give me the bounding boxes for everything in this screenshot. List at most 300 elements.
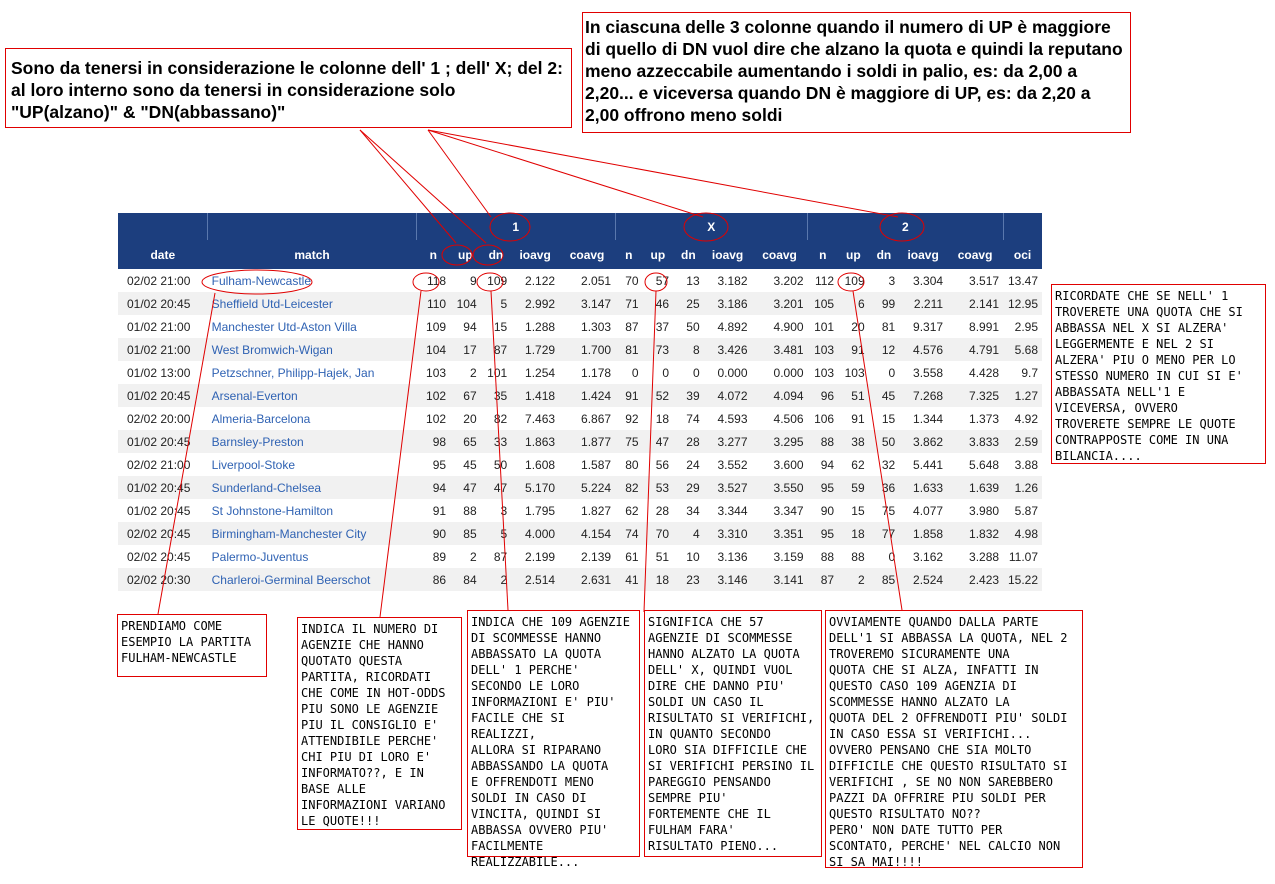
table-cell-coavg: 4.506 (773, 411, 804, 426)
table-cell-n: 0 (631, 365, 639, 380)
table-cell-dn: 75 (881, 503, 896, 518)
table-row (118, 545, 1042, 568)
table-cell-up: 0 (662, 365, 670, 380)
group-2-header: 2 (808, 213, 1004, 240)
table-cell-coavg: 4.791 (947, 338, 1003, 361)
match-date: 01/02 13:00 (127, 365, 191, 380)
col-header[interactable]: ioavg (704, 240, 752, 269)
table-cell-up: 62 (851, 457, 865, 472)
table-cell-dn: 15 (881, 411, 896, 426)
table-row (118, 499, 1042, 522)
table-cell-ioavg: 4.576 (899, 338, 947, 361)
odds-table (118, 213, 1042, 591)
match-date: 02/02 21:00 (127, 273, 191, 288)
table-cell-up: 88 (851, 549, 865, 564)
table-cell-ioavg: 4.892 (717, 319, 748, 334)
table-cell-up: 109 (844, 273, 865, 288)
table-cell-up: 46 (643, 292, 674, 315)
table-cell-coavg: 1.178 (581, 365, 612, 380)
table-cell-ioavg: 1.344 (913, 411, 944, 426)
table-cell-ioavg: 3.552 (717, 457, 748, 472)
note-balance: RICORDATE CHE SE NELL' 1 TROVERETE UNA QUOTA CHE SI ABBASSA NEL X SI ALZERA' LEGGERMENTE E NEL 2 SI ALZERA' PIU O MENO PER LO STESSO NUMERO IN CUI SI E' ABBASSATA NELL'1 E VICEVERSA, OVVERO TROVERETE SEMPRE LE QUOTE CONTRAPPOSTE COME IN UNA BILANCIA.... (1051, 284, 1266, 464)
col-header[interactable]: up (838, 240, 869, 269)
table-cell-dn: 29 (673, 476, 704, 499)
table-cell-ioavg: 3.304 (913, 273, 944, 288)
table-cell-n: 105 (808, 292, 839, 315)
match-link[interactable]: Birmingham-Manchester City (208, 522, 417, 545)
pointer-line (428, 130, 898, 217)
table-cell-ioavg: 3.186 (704, 292, 752, 315)
table-cell-dn: 0 (888, 549, 896, 564)
col-header[interactable]: up (450, 240, 481, 269)
table-cell-oci: 3.88 (1014, 457, 1038, 472)
col-header[interactable]: dn (481, 240, 512, 269)
table-cell-ioavg: 4.000 (511, 522, 559, 545)
match-date: 02/02 20:45 (127, 549, 191, 564)
table-cell-n: 81 (615, 338, 643, 361)
table-cell-n: 96 (808, 384, 839, 407)
table-cell-dn: 28 (673, 430, 704, 453)
table-row (118, 522, 1042, 545)
table-cell-n: 103 (814, 365, 835, 380)
table-cell-ioavg: 7.268 (899, 384, 947, 407)
match-date: 01/02 20:45 (118, 476, 208, 499)
table-cell-up: 17 (450, 338, 481, 361)
table-cell-ioavg: 3.527 (704, 476, 752, 499)
match-link[interactable]: Sheffield Utd-Leicester (208, 292, 417, 315)
table-cell-n: 98 (416, 430, 450, 453)
table-cell-dn: 23 (673, 568, 704, 591)
col-header[interactable]: n (808, 240, 839, 269)
table-cell-oci: 2.95 (1014, 319, 1038, 334)
table-cell-oci: 1.26 (1003, 476, 1042, 499)
table-cell-coavg: 1.827 (581, 503, 612, 518)
table-cell-up: 38 (838, 430, 869, 453)
table-row (118, 407, 1042, 430)
table-cell-up: 88 (463, 503, 477, 518)
table-cell-n: 94 (820, 457, 835, 472)
table-row (118, 315, 1042, 338)
table-cell-dn: 5 (481, 292, 512, 315)
table-cell-oci: 5.68 (1003, 338, 1042, 361)
table-cell-coavg: 2.051 (581, 273, 612, 288)
table-cell-n: 61 (625, 549, 639, 564)
table-cell-coavg: 3.159 (773, 549, 804, 564)
pointer-line (428, 130, 491, 217)
table-cell-up: 91 (838, 338, 869, 361)
table-cell-coavg: 5.648 (969, 457, 1000, 472)
table-cell-coavg: 6.867 (581, 411, 612, 426)
table-cell-coavg: 3.288 (969, 549, 1000, 564)
table-cell-ioavg: 3.310 (704, 522, 752, 545)
col-header[interactable]: date (118, 240, 208, 269)
table-cell-ioavg: 3.344 (717, 503, 748, 518)
table-cell-ioavg: 3.146 (704, 568, 752, 591)
table-cell-oci: 4.98 (1003, 522, 1042, 545)
table-cell-coavg: 4.900 (773, 319, 804, 334)
table-cell-dn: 33 (481, 430, 512, 453)
column-header-row (118, 240, 1042, 269)
table-cell-n: 95 (808, 476, 839, 499)
table-cell-up: 15 (851, 503, 865, 518)
table-cell-up: 2 (838, 568, 869, 591)
table-row (118, 568, 1042, 591)
table-cell-coavg: 3.202 (773, 273, 804, 288)
table-cell-coavg: 2.139 (581, 549, 612, 564)
table-cell-dn: 85 (869, 568, 900, 591)
table-cell-ioavg: 5.441 (913, 457, 944, 472)
table-cell-n: 91 (432, 503, 447, 518)
table-cell-up: 51 (655, 549, 670, 564)
table-cell-coavg: 2.423 (947, 568, 1003, 591)
table-cell-n: 95 (432, 457, 447, 472)
table-row (118, 384, 1042, 407)
table-cell-coavg: 3.550 (752, 476, 808, 499)
table-cell-up: 18 (838, 522, 869, 545)
odds-table-body (118, 269, 1042, 591)
table-cell-oci: 15.22 (1003, 568, 1042, 591)
table-cell-ioavg: 4.593 (717, 411, 748, 426)
table-cell-dn: 4 (673, 522, 704, 545)
table-cell-coavg: 3.141 (752, 568, 808, 591)
col-header[interactable]: n (615, 240, 643, 269)
table-cell-ioavg: 1.633 (899, 476, 947, 499)
table-cell-coavg: 8.991 (969, 319, 1000, 334)
table-cell-n: 82 (615, 476, 643, 499)
table-cell-oci: 13.47 (1007, 273, 1038, 288)
table-cell-ioavg: 3.558 (913, 365, 944, 380)
table-cell-ioavg: 1.254 (525, 365, 556, 380)
table-cell-up: 2 (469, 365, 477, 380)
match-link[interactable]: Fulham-Newcastle (211, 273, 312, 288)
table-cell-ioavg: 0.000 (717, 365, 748, 380)
table-cell-n: 70 (625, 273, 639, 288)
group-header-row (118, 213, 1042, 240)
table-cell-ioavg: 3.426 (704, 338, 752, 361)
table-cell-coavg: 3.147 (559, 292, 615, 315)
table-cell-up: 2 (469, 549, 477, 564)
table-cell-n: 80 (625, 457, 639, 472)
table-cell-up: 59 (838, 476, 869, 499)
table-cell-ioavg: 2.199 (525, 549, 556, 564)
table-cell-up: 85 (450, 522, 481, 545)
table-cell-n: 71 (615, 292, 643, 315)
table-cell-up: 28 (655, 503, 670, 518)
table-cell-coavg: 3.347 (773, 503, 804, 518)
callout-columns-note: Sono da tenersi in considerazione le colonne dell' 1 ; dell' X; del 2: al loro interno sono da tenersi in considerazione solo "UP(alzano)" & "DN(abbassano)" (5, 48, 572, 128)
table-cell-dn: 0 (888, 365, 896, 380)
table-cell-n: 101 (814, 319, 835, 334)
header-blank (118, 213, 208, 240)
table-cell-coavg: 4.428 (969, 365, 1000, 380)
group-1-header: 1 (416, 213, 615, 240)
table-cell-n: 88 (808, 430, 839, 453)
col-header[interactable]: oci (1003, 240, 1042, 269)
table-cell-dn: 82 (493, 411, 508, 426)
table-cell-dn: 47 (481, 476, 512, 499)
table-row (118, 453, 1042, 476)
table-row (118, 269, 1042, 292)
col-header[interactable]: match (208, 240, 417, 269)
table-cell-dn: 0 (692, 365, 700, 380)
table-cell-ioavg: 2.211 (899, 292, 947, 315)
table-cell-n: 104 (416, 338, 450, 361)
table-cell-up: 67 (450, 384, 481, 407)
match-link[interactable]: West Bromwich-Wigan (208, 338, 417, 361)
table-cell-coavg: 2.141 (947, 292, 1003, 315)
note-dn-109: INDICA CHE 109 AGENZIE DI SCOMMESSE HANNO ABBASSATO LA QUOTA DELL' 1 PERCHE' SECONDO LE LORO INFORMAZIONI E' PIU' FACILE CHE SI REALIZZI, ALLORA SI RIPARANO ABBASSANDO LA QUOTA E OFFRENDOTI MENO SOLDI IN CASO DI VINCITA, QUINDI SI ABBASSA OVVERO PIU' FACILMENTE REALIZZABILE... (467, 610, 640, 857)
table-cell-coavg: 1.303 (581, 319, 612, 334)
table-cell-up: 51 (838, 384, 869, 407)
table-cell-n: 103 (808, 338, 839, 361)
table-cell-n: 94 (416, 476, 450, 499)
table-cell-n: 75 (615, 430, 643, 453)
table-cell-dn: 25 (673, 292, 704, 315)
table-cell-up: 73 (643, 338, 674, 361)
table-cell-up: 9 (469, 273, 477, 288)
table-cell-coavg: 7.325 (947, 384, 1003, 407)
match-date: 01/02 20:45 (118, 430, 208, 453)
table-cell-coavg: 0.000 (773, 365, 804, 380)
table-cell-ioavg: 3.162 (913, 549, 944, 564)
table-cell-oci: 1.27 (1003, 384, 1042, 407)
table-cell-coavg: 5.224 (559, 476, 615, 499)
table-cell-dn: 50 (493, 457, 508, 472)
match-date: 01/02 20:45 (127, 503, 191, 518)
table-cell-n: 92 (625, 411, 639, 426)
table-row (118, 476, 1042, 499)
table-cell-dn: 81 (881, 319, 896, 334)
table-cell-n: 62 (625, 503, 639, 518)
table-cell-ioavg: 9.317 (913, 319, 944, 334)
table-cell-up: 70 (643, 522, 674, 545)
table-cell-up: 6 (838, 292, 869, 315)
table-cell-ioavg: 1.608 (525, 457, 556, 472)
table-cell-dn: 12 (869, 338, 900, 361)
table-cell-dn: 5 (481, 522, 512, 545)
table-cell-dn: 77 (869, 522, 900, 545)
match-link[interactable]: Liverpool-Stoke (211, 457, 296, 472)
match-date: 01/02 21:00 (127, 319, 191, 334)
table-cell-n: 102 (416, 384, 450, 407)
table-cell-n: 118 (426, 273, 447, 288)
table-cell-n: 86 (416, 568, 450, 591)
table-cell-dn: 50 (869, 430, 900, 453)
table-cell-dn: 74 (686, 411, 700, 426)
col-header[interactable]: coavg (947, 240, 1003, 269)
table-cell-coavg: 3.481 (752, 338, 808, 361)
match-link[interactable]: Manchester Utd-Aston Villa (211, 319, 357, 334)
col-header[interactable]: ioavg (511, 240, 559, 269)
table-cell-coavg: 1.700 (559, 338, 615, 361)
table-cell-up: 56 (655, 457, 670, 472)
match-date: 02/02 20:00 (127, 411, 191, 426)
table-cell-n: 88 (820, 549, 835, 564)
table-cell-dn: 45 (869, 384, 900, 407)
match-link[interactable]: Barnsley-Preston (208, 430, 417, 453)
table-cell-up: 47 (643, 430, 674, 453)
table-cell-coavg: 3.600 (773, 457, 804, 472)
table-cell-n: 87 (625, 319, 639, 334)
table-cell-ioavg: 3.136 (717, 549, 748, 564)
table-cell-ioavg: 4.077 (913, 503, 944, 518)
table-cell-coavg: 3.517 (969, 273, 1000, 288)
table-cell-n: 91 (615, 384, 643, 407)
table-cell-coavg: 1.373 (969, 411, 1000, 426)
table-cell-dn: 34 (686, 503, 700, 518)
col-header[interactable]: dn (869, 240, 900, 269)
match-link[interactable]: Almeria-Barcelona (211, 411, 311, 426)
table-cell-n: 102 (426, 411, 447, 426)
table-cell-dn: 39 (673, 384, 704, 407)
match-link[interactable]: Palermo-Juventus (211, 549, 309, 564)
table-cell-dn: 87 (493, 549, 508, 564)
match-date: 01/02 21:00 (118, 338, 208, 361)
table-cell-ioavg: 7.463 (525, 411, 556, 426)
table-cell-n: 90 (820, 503, 835, 518)
table-cell-dn: 8 (673, 338, 704, 361)
note-example-match: PRENDIAMO COME ESEMPIO LA PARTITA FULHAM-NEWCASTLE (117, 614, 267, 677)
col-header[interactable]: n (416, 240, 450, 269)
table-cell-coavg: 3.295 (752, 430, 808, 453)
table-cell-ioavg: 2.524 (899, 568, 947, 591)
table-cell-coavg: 1.832 (947, 522, 1003, 545)
table-cell-ioavg: 5.170 (511, 476, 559, 499)
match-link[interactable]: Petzschner, Philipp-Hajek, Jan (211, 365, 375, 380)
table-cell-coavg: 2.631 (559, 568, 615, 591)
table-cell-n: 106 (814, 411, 835, 426)
match-link[interactable]: Arsenal-Everton (208, 384, 417, 407)
table-cell-coavg: 1.639 (947, 476, 1003, 499)
col-header[interactable]: coavg (559, 240, 615, 269)
pointer-line (428, 130, 703, 217)
match-date: 01/02 20:45 (118, 384, 208, 407)
table-cell-up: 20 (851, 319, 865, 334)
table-cell-coavg: 4.094 (752, 384, 808, 407)
table-cell-ioavg: 4.072 (704, 384, 752, 407)
note-agencies-count: INDICA IL NUMERO DI AGENZIE CHE HANNO QUOTATO QUESTA PARTITA, RICORDATI CHE COME IN HOT-ODDS PIU SONO LE AGENZIE PIU IL CONSIGLIO E' ATTENDIBILE PERCHE' CHI PIU DI LORO E' INFORMATO??, E IN BASE ALLE INFORMAZIONI VARIANO LE QUOTE!!! (297, 617, 462, 830)
table-cell-dn: 24 (686, 457, 700, 472)
table-cell-n: 95 (808, 522, 839, 545)
table-cell-ioavg: 1.863 (511, 430, 559, 453)
table-cell-coavg: 1.424 (559, 384, 615, 407)
table-cell-dn: 10 (686, 549, 700, 564)
table-cell-n: 90 (416, 522, 450, 545)
match-link[interactable]: Sunderland-Chelsea (208, 476, 417, 499)
table-cell-ioavg: 2.514 (511, 568, 559, 591)
table-cell-dn: 2 (481, 568, 512, 591)
table-cell-up: 103 (844, 365, 865, 380)
table-cell-up: 91 (851, 411, 865, 426)
table-cell-ioavg: 1.418 (511, 384, 559, 407)
header-blank (1003, 213, 1042, 240)
table-cell-up: 47 (450, 476, 481, 499)
table-cell-n: 41 (615, 568, 643, 591)
col-header[interactable]: up (643, 240, 674, 269)
table-cell-up: 94 (463, 319, 477, 334)
table-cell-oci: 4.92 (1014, 411, 1038, 426)
col-header[interactable]: ioavg (899, 240, 947, 269)
table-cell-coavg: 1.587 (581, 457, 612, 472)
table-cell-coavg: 3.980 (969, 503, 1000, 518)
match-date: 02/02 20:45 (118, 522, 208, 545)
table-cell-ioavg: 3.182 (717, 273, 748, 288)
match-link[interactable]: Charleroi-Germinal Beerschot (208, 568, 417, 591)
table-cell-ioavg: 3.862 (899, 430, 947, 453)
table-row (118, 338, 1042, 361)
table-cell-dn: 15 (493, 319, 508, 334)
table-cell-up: 18 (655, 411, 670, 426)
table-cell-ioavg: 1.858 (899, 522, 947, 545)
match-date: 02/02 21:00 (127, 457, 191, 472)
table-cell-coavg: 3.833 (947, 430, 1003, 453)
table-cell-dn: 36 (869, 476, 900, 499)
table-cell-n: 110 (416, 292, 450, 315)
table-cell-n: 74 (615, 522, 643, 545)
table-cell-ioavg: 1.795 (525, 503, 556, 518)
table-cell-ioavg: 1.288 (525, 319, 556, 334)
group-x-header: X (615, 213, 807, 240)
table-cell-dn: 13 (686, 273, 700, 288)
table-cell-up: 53 (643, 476, 674, 499)
match-date: 02/02 20:30 (118, 568, 208, 591)
table-cell-up: 52 (643, 384, 674, 407)
table-row (118, 361, 1042, 384)
table-cell-dn: 3 (500, 503, 508, 518)
header-blank (208, 213, 417, 240)
table-cell-coavg: 1.877 (559, 430, 615, 453)
table-cell-n: 89 (432, 549, 447, 564)
table-cell-n: 109 (426, 319, 447, 334)
table-cell-n: 103 (426, 365, 447, 380)
table-cell-dn: 3 (888, 273, 896, 288)
table-cell-dn: 87 (481, 338, 512, 361)
note-up-57: SIGNIFICA CHE 57 AGENZIE DI SCOMMESSE HANNO ALZATO LA QUOTA DELL' X, QUINDI VUOL DIRE CHE DANNO PIU' SOLDI UN CASO IL RISULTATO SI VERIFICHI, IN QUANTO SECONDO LORO SIA DIFFICILE CHE SI VERIFICHI PERSINO IL PAREGGIO PENSANDO SEMPRE PIU' FORTEMENTE CHE IL FULHAM FARA' RISULTATO PIENO... (644, 610, 822, 857)
table-cell-ioavg: 1.729 (511, 338, 559, 361)
table-cell-up: 65 (450, 430, 481, 453)
table-cell-up: 37 (655, 319, 670, 334)
table-cell-up: 84 (450, 568, 481, 591)
table-cell-up: 57 (655, 273, 670, 288)
table-cell-ioavg: 3.277 (704, 430, 752, 453)
table-cell-oci: 2.59 (1003, 430, 1042, 453)
table-cell-coavg: 3.201 (752, 292, 808, 315)
table-row (118, 292, 1042, 315)
col-header[interactable]: coavg (752, 240, 808, 269)
callout-up-dn-note: In ciascuna delle 3 colonne quando il numero di UP è maggiore di quello di DN vuol dire che alzano la quota e quindi la reputano meno azzeccabile aumentando i soldi in palio, es: da 2,00 a 2,20... e viceversa quando DN è maggiore di UP, es: da 2,20 a 2,00 offrono meno soldi (582, 12, 1131, 133)
table-cell-oci: 11.07 (1008, 549, 1038, 564)
table-cell-dn: 99 (869, 292, 900, 315)
table-cell-dn: 32 (881, 457, 896, 472)
table-cell-n: 87 (808, 568, 839, 591)
table-cell-oci: 5.87 (1014, 503, 1038, 518)
table-cell-coavg: 4.154 (559, 522, 615, 545)
table-cell-up: 104 (450, 292, 481, 315)
table-cell-up: 20 (463, 411, 477, 426)
table-cell-up: 45 (463, 457, 477, 472)
table-cell-up: 18 (643, 568, 674, 591)
match-link[interactable]: St Johnstone-Hamilton (211, 503, 334, 518)
table-cell-oci: 12.95 (1003, 292, 1042, 315)
col-header[interactable]: dn (673, 240, 704, 269)
match-date: 01/02 20:45 (118, 292, 208, 315)
table-cell-oci: 9.7 (1021, 365, 1038, 380)
note-up-109: OVVIAMENTE QUANDO DALLA PARTE DELL'1 SI ABBASSA LA QUOTA, NEL 2 TROVEREMO SICURAMENTE UNA QUOTA CHE SI ALZA, INFATTI IN QUESTO CASO 109 AGENZIA DI SCOMMESSE HANNO ALZATO LA QUOTA DEL 2 OFFRENDOTI PIU' SOLDI IN CASO ESSA SI VERIFICHI... OVVERO PENSANO CHE SIA MOLTO DIFFICILE CHE QUESTO RISULTATO SI VERIFICHI , SE NO NON SAREBBERO PAZZI DA OFFRIRE PIU SOLDI PER QUESTO RISULTATO NO?? PERO' NON DATE TUTTO PER SCONTATO, PERCHE' NEL CALCIO NON SI SA MAI!!!! (825, 610, 1083, 868)
table-cell-coavg: 3.351 (752, 522, 808, 545)
table-cell-ioavg: 2.992 (511, 292, 559, 315)
table-cell-dn: 50 (686, 319, 700, 334)
table-cell-dn: 35 (481, 384, 512, 407)
